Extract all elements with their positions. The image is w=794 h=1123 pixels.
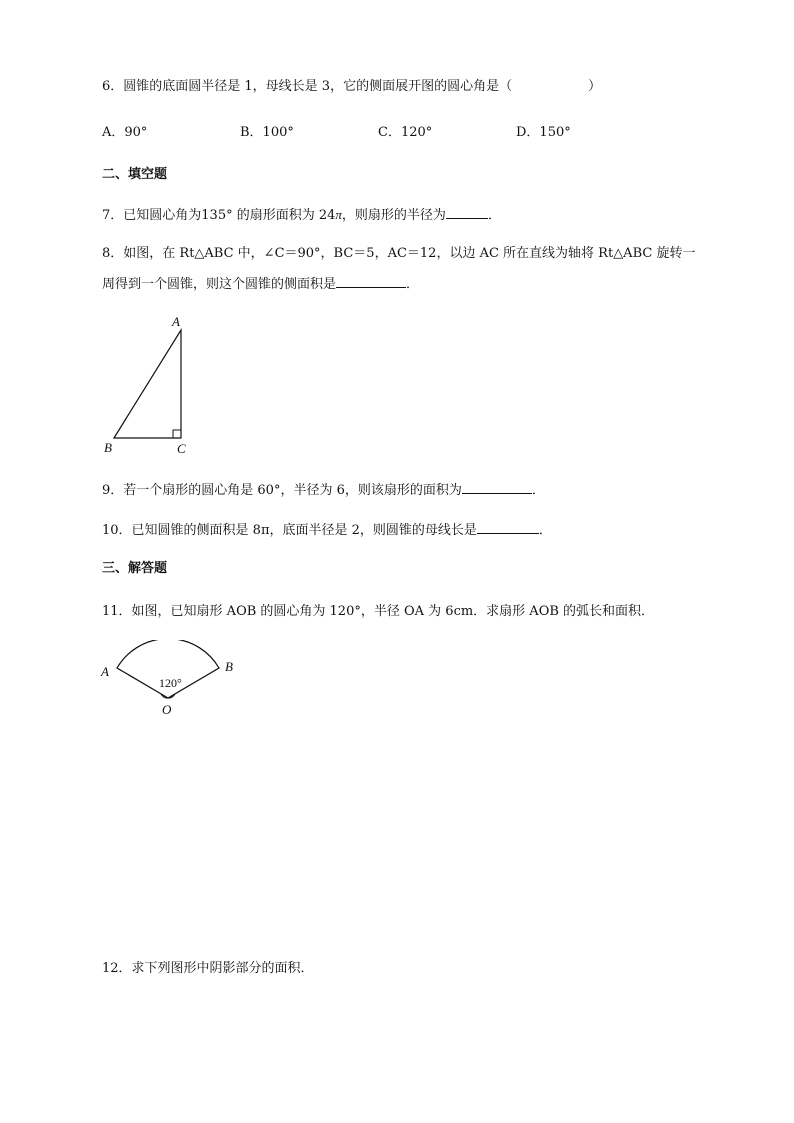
question-7-end: ．	[487, 208, 501, 223]
section-fill-in-heading: 二、填空题	[102, 167, 168, 182]
sector-figure	[98, 640, 248, 722]
label-b: B	[104, 440, 112, 455]
question-8-line-2	[102, 274, 419, 294]
question-11: 11．如图，已知扇形 AOB 的圆心角为 120°，半径 OA 为 6cm．求扇形 AOB 的弧长和面积．	[102, 604, 655, 619]
answer-blank-q8[interactable]	[336, 274, 406, 288]
label-sector-o: O	[162, 702, 172, 717]
question-7-pre: 7．已知圆心角为135° 的扇形面积为 24	[102, 208, 336, 223]
label-a: A	[172, 314, 180, 329]
question-8-line-1: 8．如图，在 Rt△ABC 中，∠C＝90°，BC＝5，AC＝12，以边 AC 所在直线为轴将 Rt△ABC 旋转一	[102, 246, 696, 261]
option-c: C．120°	[378, 125, 433, 140]
question-10-end: ．	[538, 523, 552, 538]
triangle-abc	[114, 330, 181, 438]
option-d: D．150°	[516, 125, 571, 140]
right-angle-mark	[173, 430, 181, 438]
question-9-end: ．	[531, 483, 545, 498]
question-9	[102, 480, 545, 500]
answer-blank-q9[interactable]	[462, 480, 532, 494]
answer-blank-q7[interactable]	[446, 205, 488, 219]
label-angle: 120°	[159, 676, 182, 690]
label-sector-a: A	[101, 664, 109, 679]
option-b: B．100°	[240, 125, 294, 140]
label-c: C	[177, 441, 186, 456]
question-10	[102, 520, 552, 540]
question-6-text: 6．圆锥的底面圆半径是 1，母线长是 3，它的侧面展开图的圆心角是（	[102, 79, 513, 94]
question-10-text: 10．已知圆锥的侧面积是 8π，底面半径是 2，则圆锥的母线长是	[102, 523, 477, 538]
pi-symbol: π	[335, 207, 342, 222]
option-a: A．90°	[102, 125, 148, 140]
question-12: 12．求下列图形中阴影部分的面积．	[102, 961, 314, 976]
question-8-end: ．	[406, 277, 420, 292]
question-9-text: 9．若一个扇形的圆心角是 60°，半径为 6，则该扇形的面积为	[102, 483, 462, 498]
label-sector-b: B	[225, 659, 233, 674]
triangle-figure	[98, 312, 198, 460]
question-8-line-2-text: 周得到一个圆锥，则这个圆锥的侧面积是	[102, 277, 337, 292]
question-7-post: ，则扇形的半径为	[341, 208, 446, 223]
question-6-close-paren: ）	[588, 79, 602, 94]
question-7	[102, 205, 501, 225]
question-6	[102, 78, 601, 96]
answer-blank-q10[interactable]	[477, 520, 539, 534]
section-solve-heading: 三、解答题	[102, 561, 168, 576]
